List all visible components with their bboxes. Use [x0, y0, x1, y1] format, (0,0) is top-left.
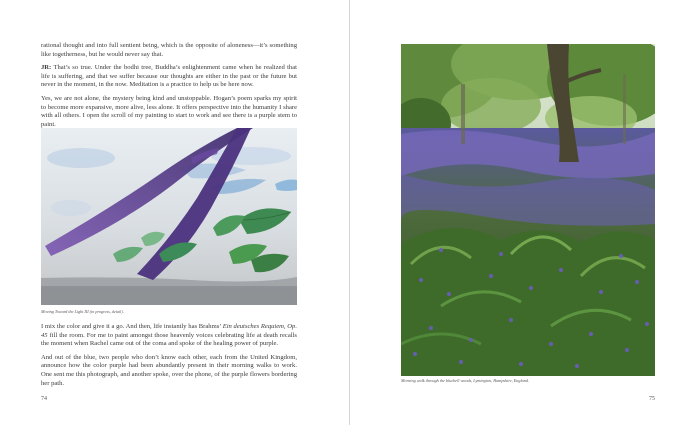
- bluebell-photo-caption: Morning walk through the bluebell woods, Lymington, Hampshire, England.: [401, 378, 529, 383]
- left-page-text-bottom: [41, 323, 297, 393]
- paragraph-4-text-a: I mix the color and give it a go. And then, life instantly has Brahms’: [41, 323, 223, 330]
- paragraph-4: [41, 323, 297, 349]
- paragraph-3-text: Yes, we are not alone, the mystery being kind and unstoppable. Hogan’s poem sparks my spirit to become more expansive, more alive, less alone. It offers perspective into the humanity I share with all others. I open the scroll of my painting to start to work and see there is a purple stem to paint.: [41, 94, 297, 128]
- page-number-left: 74: [41, 396, 47, 402]
- page-number-right: 75: [649, 396, 655, 402]
- paragraph-5-text: And out of the blue, two people who don’t know each other, each from the United Kingdom, announce how the color purple had been abundantly present in their morning walks to work. One sent me this photograph, and another spoke, over the phone, of the purple flowers bordering her path.: [41, 353, 297, 387]
- paragraph-3: [41, 95, 297, 129]
- paragraph-1: [41, 42, 297, 59]
- requiem-title: Ein deutsches Requiem, Op. 45: [41, 323, 297, 339]
- painting-image: [41, 128, 297, 305]
- painting-figure: [41, 128, 297, 305]
- left-page: [0, 0, 349, 425]
- paragraph-2: [41, 64, 297, 90]
- speaker-label: JR:: [41, 64, 52, 72]
- paragraph-2-text: That’s so true. Under the bodhi tree, Buddha’s enlightenment came when he realized that life is suffering, and that we suffer because our thoughts are either in the past or the future but never in the moment, in the now. Meditation is a practice to help us be here now.: [41, 64, 297, 89]
- painting-caption: Moving Toward the Light III (in progress, detail).: [41, 309, 124, 314]
- left-page-text-top: [41, 42, 297, 134]
- paragraph-1-text: rational thought and into full sentient being, which is the opposite of aloneness—it’s something like togetherness, but he would never say that.: [41, 42, 297, 58]
- bluebell-woods-photo: [401, 44, 655, 376]
- bluebell-photo-figure: [401, 44, 655, 376]
- paragraph-4-text-b: fill the room. For me to paint amongst those heavenly voices celebrating life at death recalls the moment when Rachel came out of the coma and spoke of the healing power of purple.: [41, 331, 297, 348]
- paragraph-5: [41, 354, 297, 388]
- right-page: [350, 0, 700, 425]
